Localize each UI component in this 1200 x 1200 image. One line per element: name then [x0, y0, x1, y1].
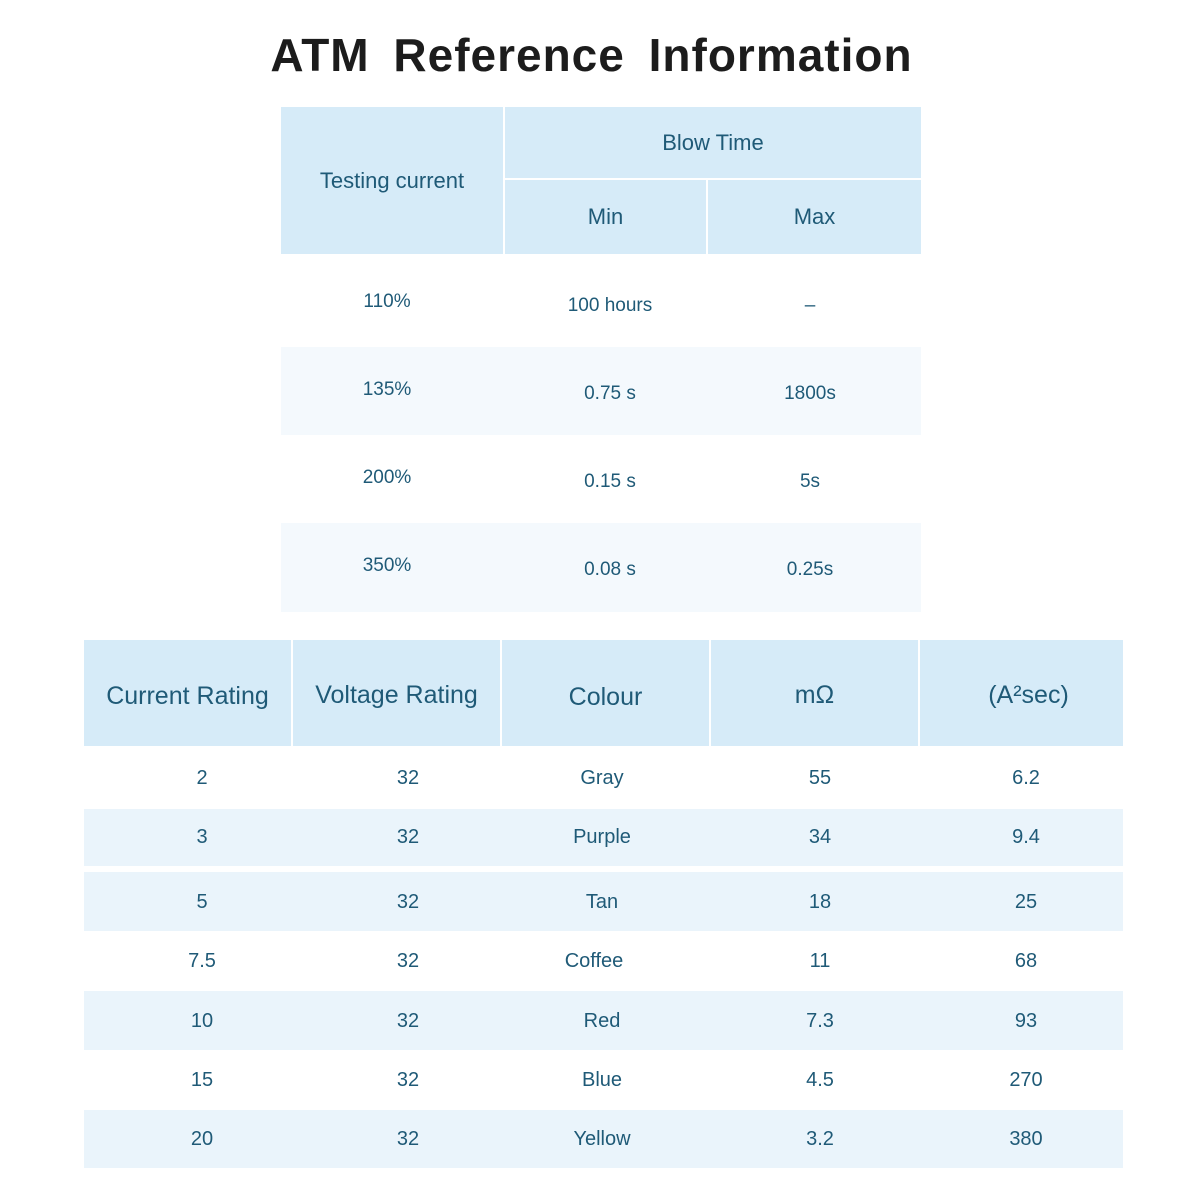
table-cell: Gray	[580, 766, 624, 789]
table-cell: –	[804, 295, 816, 316]
table-cell: 0.25s	[786, 559, 834, 580]
table-cell: 68	[1014, 950, 1038, 972]
table-cell: Purple	[573, 826, 631, 848]
table-cell: 32	[396, 766, 420, 789]
table-cell: 0.08 s	[584, 559, 636, 580]
table-cell: 25	[1014, 891, 1038, 913]
table-cell: 380	[1009, 1128, 1043, 1150]
header-resistance: mΩ	[711, 640, 918, 746]
table-cell: 5s	[799, 471, 821, 492]
table-cell: 32	[396, 950, 420, 972]
header-current-rating: Current Rating	[84, 640, 291, 746]
table-cell: 100 hours	[567, 295, 653, 316]
table-cell: Red	[583, 1010, 621, 1032]
table-cell: Coffee	[564, 950, 624, 972]
table-cell: 9.4	[1012, 826, 1040, 848]
header-colour: Colour	[502, 640, 709, 746]
table-cell: 7.5	[188, 950, 216, 972]
table-cell: 93	[1014, 1010, 1038, 1032]
table-cell: Yellow	[573, 1128, 631, 1150]
header-voltage-rating: Voltage Rating	[293, 640, 500, 746]
header-min: Min	[505, 180, 706, 254]
table-cell: 135%	[362, 379, 412, 400]
table-cell: 10	[190, 1010, 214, 1032]
table-cell: 32	[396, 891, 420, 913]
table-cell: 32	[396, 1069, 420, 1091]
header-blow-time: Blow Time	[505, 107, 921, 178]
table-cell: 18	[808, 891, 832, 913]
table-cell: Blue	[581, 1069, 623, 1091]
table-cell: 32	[396, 1128, 420, 1150]
table-cell: 15	[190, 1069, 214, 1091]
table-cell: Tan	[585, 891, 619, 913]
table-cell: 5	[196, 891, 208, 913]
table-cell: 4.5	[806, 1069, 834, 1091]
table-cell: 6.2	[1012, 766, 1040, 789]
table-cell: 11	[809, 950, 831, 972]
table-cell: 0.15 s	[584, 471, 636, 492]
table-cell: 32	[396, 1010, 420, 1032]
table-cell: 0.75 s	[584, 383, 636, 404]
table-cell: 20	[190, 1128, 214, 1150]
header-i2t: (A²sec)	[920, 640, 1123, 746]
table-cell: 32	[396, 826, 420, 848]
header-max: Max	[708, 180, 921, 254]
table-cell: 270	[1009, 1069, 1043, 1091]
table-cell: 2	[196, 766, 208, 789]
header-testing-current: Testing current	[281, 107, 503, 254]
table-cell: 55	[808, 766, 832, 789]
table-cell: 7.3	[806, 1010, 834, 1032]
table-cell: 3	[196, 826, 208, 848]
table-cell: 34	[808, 826, 832, 848]
table-cell: 3.2	[806, 1128, 834, 1150]
table-cell: 200%	[362, 467, 412, 488]
page-title: ATM Reference Information	[270, 29, 913, 81]
table-cell: 1800s	[784, 383, 836, 404]
table-cell: 350%	[362, 555, 412, 576]
table-cell: 110%	[363, 291, 411, 312]
